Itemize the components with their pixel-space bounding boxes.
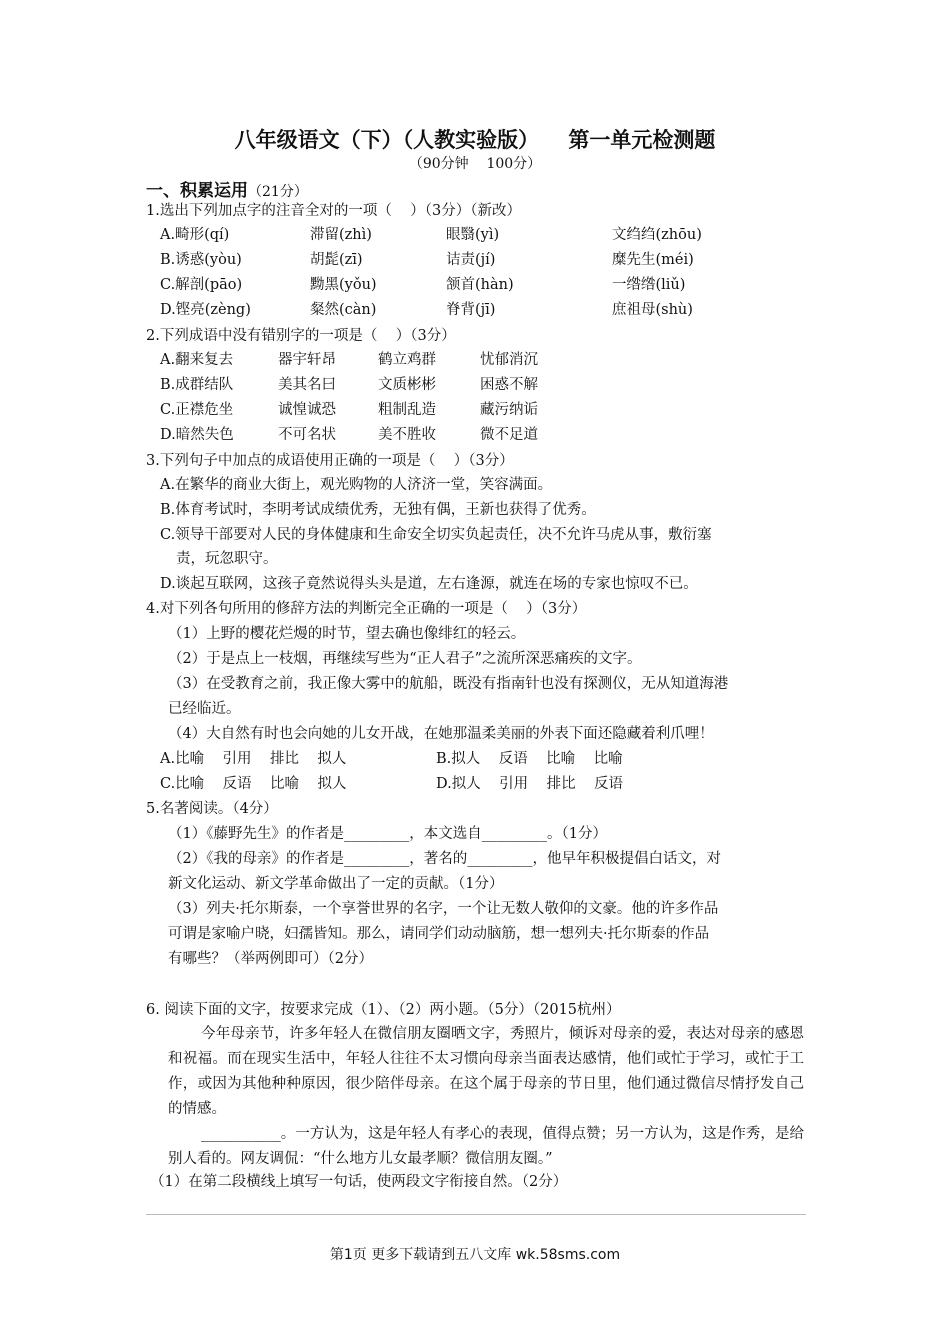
- q1-a-4: 文绉绉(zhōu): [612, 227, 702, 243]
- q3-option-b: B.体育考试时，李明考试成绩优秀，无独有偶，王新也获得了优秀。: [160, 502, 596, 518]
- q4-sentence-2: （2）于是点上一枝烟，再继续写些为“正人君子”之流所深恶痛疾的文字。: [168, 651, 642, 667]
- q1-c-3: 颔首(hàn): [446, 277, 514, 293]
- q5-part-1: （1）《藤野先生》的作者是_________，本文选自_________。（1分）: [168, 826, 607, 842]
- q3-option-a: A.在繁华的商业大街上，观光购物的人济济一堂，笑容满面。: [160, 477, 553, 493]
- q2-a-2: 器宇轩昂: [278, 352, 336, 368]
- q1-stem: 1.选出下列加点字的注音全对的一项（ ）（3分）（新改）: [146, 203, 521, 219]
- q1-b-2: 胡髭(zī): [310, 252, 363, 268]
- q5-part-2-line1: （2）《我的母亲》的作者是_________，著名的_________，他早年积极提倡白话文，对: [168, 851, 721, 867]
- q2-b-3: 文质彬彬: [378, 377, 436, 393]
- q4-stem: 4.对下列各句所用的修辞方法的判断完全正确的一项是（ ）（3分）: [146, 601, 587, 617]
- q2-b-2: 美其名曰: [278, 377, 336, 393]
- q6-stem: 6. 阅读下面的文字，按要求完成（1）、（2）两小题。（5分）（2015杭州）: [146, 1002, 621, 1018]
- q2-d-3: 美不胜收: [378, 427, 436, 443]
- q6-passage-paragraph-1: 今年母亲节，许多年轻人在微信朋友圈晒文字，秀照片，倾诉对母亲的爱，表达对母亲的感恩和祝福。而在现实生活中，年轻人往往不太习惯向母亲当面表达感情，他们或忙于学习，或忙于工作，或因为其他种种原因，很少陪伴母亲。在这个属于母亲的节日里，他们通过微信尽情抒发自己的情感。: [168, 1026, 804, 1117]
- q5-part-3-line1: （3）列夫·托尔斯泰，一个享誉世界的名字，一个让无数人敬仰的文豪。他的许多作品: [168, 901, 719, 917]
- q4-sentence-4: （4）大自然有时也会向她的儿女开战，在她那温柔美丽的外表下面还隐藏着利爪哩！: [168, 726, 714, 742]
- q1-c-4: 一绺绺(liǔ): [612, 277, 686, 293]
- q2-d-1: D.暗然失色: [160, 427, 234, 443]
- q4-sentence-3-line2: 已经临近。: [168, 701, 241, 717]
- q2-a-1: A.翻来复去: [160, 352, 234, 368]
- page-footer: 第1页 更多下载请到五八文库 wk.58sms.com: [329, 1247, 621, 1263]
- section-heading: [146, 176, 308, 201]
- q2-a-4: 忧郁消沉: [480, 352, 538, 368]
- q1-d-3: 脊背(jī): [446, 302, 496, 318]
- q2-d-2: 不可名状: [278, 427, 336, 443]
- q2-c-2: 诚惶诚恐: [278, 402, 336, 418]
- q3-option-c-line2: 责，玩忽职守。: [176, 551, 278, 567]
- q4-option-c: C.比喻 反语 比喻 拟人: [160, 776, 347, 792]
- q1-b-3: 诘责(jí): [446, 252, 496, 268]
- q1-a-3: 眼翳(yì): [446, 227, 500, 243]
- q2-b-4: 困惑不解: [480, 377, 538, 393]
- q1-d-1: D.铿亮(zèng): [160, 302, 251, 318]
- q2-a-3: 鹤立鸡群: [378, 352, 436, 368]
- q6-passage-paragraph-2: ___________。一方认为，这是年轻人有孝心的表现，值得点赞；另一方认为，这是作秀，是给别人看的。网友调侃：“什么地方儿女最孝顺？微信朋友圈。”: [168, 1126, 804, 1167]
- q2-c-4: 藏污纳诟: [480, 402, 538, 418]
- section-score: （21分）: [248, 184, 308, 200]
- q2-c-3: 粗制乱造: [378, 402, 436, 418]
- q4-sentence-1: （1）上野的樱花烂熳的时节，望去确也像绯红的轻云。: [168, 626, 526, 642]
- page-title: 八年级语文（下）（人教实验版） 第一单元检测题: [234, 127, 716, 152]
- q4-option-d: D.拟人 引用 排比 反语: [436, 776, 624, 792]
- q1-b-1: B.诱惑(yòu): [160, 252, 242, 268]
- exam-duration-score: （90分钟 100分）: [408, 156, 542, 172]
- q1-d-2: 粲然(càn): [310, 302, 377, 318]
- q2-stem: 2.下列成语中没有错别字的一项是（ ）（3分）: [146, 328, 456, 344]
- q1-c-1: C.解剖(pāo): [160, 277, 243, 293]
- q5-part-3-line3: 有哪些？（举两例即可）（2分）: [168, 951, 373, 967]
- q2-d-4: 微不足道: [480, 427, 538, 443]
- q4-option-a: A.比喻 引用 排比 拟人: [160, 751, 347, 767]
- q3-option-c-line1: C.领导干部要对人民的身体健康和生命安全切实负起责任，决不允许马虎从事，敷衍塞: [160, 527, 712, 543]
- q3-stem: 3.下列句子中加点的成语使用正确的一项是（ ）（3分）: [146, 453, 514, 469]
- q1-c-2: 黝黑(yǒu): [310, 277, 377, 293]
- section-title: 一、积累运用: [146, 181, 248, 201]
- q5-stem: 5.名著阅读。（4分）: [146, 801, 278, 817]
- q5-part-2-line2: 新文化运动、新文学革命做出了一定的贡献。（1分）: [168, 876, 504, 892]
- q5-part-3-line2: 可谓是家喻户晓，妇孺皆知。那么，请同学们动动脑筋，想一想列夫·托尔斯泰的作品: [168, 926, 710, 942]
- q2-b-1: B.成群结队: [160, 377, 234, 393]
- q2-c-1: C.正襟危坐: [160, 402, 234, 418]
- q1-b-4: 糜先生(méi): [612, 252, 694, 268]
- footer-divider: [146, 1214, 806, 1215]
- q4-sentence-3-line1: （3）在受教育之前，我正像大雾中的航船，既没有指南针也没有探测仪，无从知道海港: [168, 676, 729, 692]
- q1-d-4: 庶祖母(shù): [612, 302, 693, 318]
- q4-option-b: B.拟人 反语 比喻 比喻: [436, 751, 623, 767]
- q3-option-d: D.谈起互联网，这孩子竟然说得头头是道，左右逢源，就连在场的专家也惊叹不已。: [160, 576, 698, 592]
- q1-a-2: 滞留(zhì): [310, 227, 372, 243]
- q1-a-1: A.畸形(qí): [160, 227, 230, 243]
- q6-subquestion-1: （1）在第二段横线上填写一句话，使两段文字衔接自然。（2分）: [150, 1174, 568, 1190]
